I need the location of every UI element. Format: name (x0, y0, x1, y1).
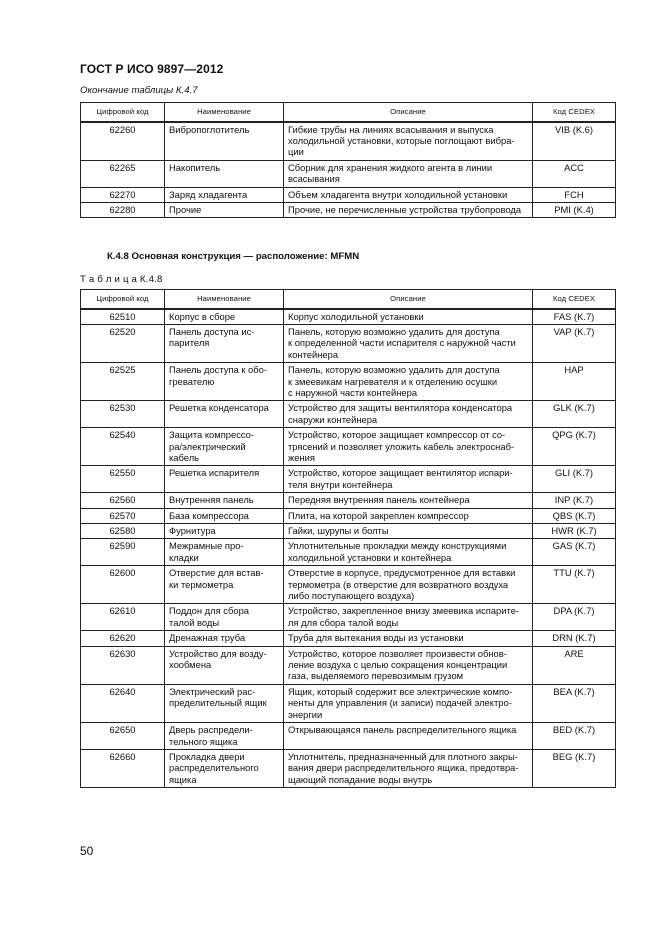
table-row (81, 539, 616, 566)
table-row (81, 631, 616, 646)
cell-description: Панель, которую возможно удалить для доступа к определенной части испарителя с наружной части контейнера (284, 324, 533, 362)
cell-description: Устройство для защиты вентилятора конденсатора снаружи контейнера (284, 401, 533, 428)
cell-description: Ящик, который содержит все электрические компо- ненты для управления (и записи) подачей электро- энергии (284, 684, 533, 722)
cell-cedex: VIB (K.6) (533, 122, 616, 161)
cell-name: Дренажная труба (165, 631, 284, 646)
cell-cedex: DRN (K.7) (533, 631, 616, 646)
cell-description: Прочие, не перечисленные устройства трубопровода (284, 202, 533, 217)
cell-code: 62610 (81, 604, 165, 631)
cell-code: 62590 (81, 539, 165, 566)
cell-code: 62650 (81, 723, 165, 750)
cell-cedex: HAP (533, 363, 616, 401)
cell-name: Накопитель (165, 160, 284, 187)
table-row (81, 604, 616, 631)
cell-code: 62260 (81, 122, 165, 161)
cell-description: Передняя внутренняя панель контейнера (284, 493, 533, 508)
cell-cedex: HWR (K.7) (533, 524, 616, 539)
column-header-description: Описание (284, 290, 533, 309)
cell-code: 62600 (81, 566, 165, 604)
cell-name: Панель доступа ис- парителя (165, 324, 284, 362)
cell-cedex: TTU (K.7) (533, 566, 616, 604)
cell-name: Прочие (165, 202, 284, 217)
cell-description: Отверстие в корпусе, предусмотренное для вставки термометра (в отверстие для возвратного воздуха либо поступающего воздуха) (284, 566, 533, 604)
cell-code: 62630 (81, 646, 165, 684)
table-row (81, 324, 616, 362)
cell-name: Электрический рас- пределительный ящик (165, 684, 284, 722)
cell-cedex: FCH (533, 187, 616, 202)
cell-description: Гайки, шурупы и болты (284, 524, 533, 539)
cell-code: 62530 (81, 401, 165, 428)
table-k47 (80, 102, 616, 218)
cell-code: 62270 (81, 187, 165, 202)
cell-code: 62660 (81, 749, 165, 787)
cell-name: Корпус в сборе (165, 309, 284, 325)
cell-description: Сборник для хранения жидкого агента в линии всасывания (284, 160, 533, 187)
cell-cedex: ACC (533, 160, 616, 187)
page-number: 50 (80, 844, 94, 858)
column-header-cedex: Код CEDEX (533, 290, 616, 309)
cell-cedex: INP (K.7) (533, 493, 616, 508)
table-row (81, 160, 616, 187)
cell-description: Уплотнительные прокладки между конструкциями холодильной установки и контейнера (284, 539, 533, 566)
cell-cedex: BED (K.7) (533, 723, 616, 750)
cell-name: Заряд хладагента (165, 187, 284, 202)
table-k48 (80, 289, 616, 788)
cell-description: Труба для вытекания воды из установки (284, 631, 533, 646)
table-row (81, 363, 616, 401)
cell-name: Защита компрессо- ра/электрический кабель (165, 428, 284, 466)
table-k47-body (81, 122, 616, 218)
cell-description: Панель, которую возможно удалить для доступа к змеевикам нагревателя и к отделению осушки с наружной части контейнера (284, 363, 533, 401)
table-row (81, 524, 616, 539)
table-row (81, 401, 616, 428)
cell-code: 62640 (81, 684, 165, 722)
column-header-name: Наименование (165, 103, 284, 122)
cell-name: Вибропоглотитель (165, 122, 284, 161)
cell-description: Устройство, которое позволяет произвести обнов- ление воздуха с целью сокращения концентрации газа, выделяемого перевозимым грузом (284, 646, 533, 684)
cell-code: 62540 (81, 428, 165, 466)
cell-code: 62580 (81, 524, 165, 539)
table-row (81, 309, 616, 325)
table-row (81, 508, 616, 523)
cell-description: Устройство, закрепленное внизу змеевика испарите- ля для сбора талой воды (284, 604, 533, 631)
table-k48-caption: Т а б л и ц а К.4.8 (80, 274, 163, 285)
cell-code: 62560 (81, 493, 165, 508)
table-row (81, 646, 616, 684)
cell-name: Решетка испарителя (165, 466, 284, 493)
cell-description: Гибкие трубы на линиях всасывания и выпуска холодильной установки, которые поглощают вибра- ции (284, 122, 533, 161)
table-row (81, 723, 616, 750)
cell-code: 62525 (81, 363, 165, 401)
column-header-code: Цифровой код (81, 290, 165, 309)
cell-code: 62280 (81, 202, 165, 217)
cell-cedex: ARE (533, 646, 616, 684)
section-heading: К.4.8 Основная конструкция — расположение: MFMN (107, 251, 360, 262)
table-row (81, 684, 616, 722)
cell-cedex: VAP (K.7) (533, 324, 616, 362)
cell-name: Прокладка двери распределительного ящика (165, 749, 284, 787)
cell-description: Открывающаяся панель распределительного ящика (284, 723, 533, 750)
cell-cedex: BEG (K.7) (533, 749, 616, 787)
cell-name: Внутренняя панель (165, 493, 284, 508)
cell-code: 62550 (81, 466, 165, 493)
cell-name: Решетка конденсатора (165, 401, 284, 428)
cell-name: Фурнитура (165, 524, 284, 539)
cell-cedex: QBS (K.7) (533, 508, 616, 523)
document-header: ГОСТ Р ИСО 9897—2012 (80, 62, 224, 76)
cell-name: Поддон для сбора талой воды (165, 604, 284, 631)
table-row (81, 122, 616, 161)
table-row (81, 187, 616, 202)
cell-description: Устройство, которое защищает компрессор от со- трясений и позволяет уложить кабель электроснаб- жения (284, 428, 533, 466)
table-row (81, 466, 616, 493)
cell-description: Корпус холодильной установки (284, 309, 533, 325)
cell-cedex: FAS (K.7) (533, 309, 616, 325)
cell-code: 62570 (81, 508, 165, 523)
cell-code: 62620 (81, 631, 165, 646)
column-header-cedex: Код CEDEX (533, 103, 616, 122)
cell-description: Уплотнитель, предназначенный для плотного закры- вания двери распределительного ящика, предотвра- щающий попадание воды внутрь (284, 749, 533, 787)
cell-name: Панель доступа к обо- гревателю (165, 363, 284, 401)
column-header-code: Цифровой код (81, 103, 165, 122)
cell-cedex: GLK (K.7) (533, 401, 616, 428)
table-k48-body (81, 309, 616, 788)
cell-description: Объем хладагента внутри холодильной установки (284, 187, 533, 202)
cell-cedex: PMI (K.4) (533, 202, 616, 217)
table-row (81, 428, 616, 466)
cell-cedex: BEA (K.7) (533, 684, 616, 722)
cell-cedex: GAS (K.7) (533, 539, 616, 566)
table-row (81, 749, 616, 787)
cell-name: Дверь распредели- тельного ящика (165, 723, 284, 750)
cell-description: Плита, на которой закреплен компрессор (284, 508, 533, 523)
table-row (81, 566, 616, 604)
table-k47-caption: Окончание таблицы К.4.7 (80, 85, 198, 96)
cell-cedex: GLI (K.7) (533, 466, 616, 493)
cell-cedex: QPG (K.7) (533, 428, 616, 466)
cell-cedex: DPA (K.7) (533, 604, 616, 631)
table-row (81, 493, 616, 508)
cell-name: Устройство для возду- хообмена (165, 646, 284, 684)
column-header-description: Описание (284, 103, 533, 122)
table-row (81, 202, 616, 217)
cell-name: База компрессора (165, 508, 284, 523)
cell-code: 62520 (81, 324, 165, 362)
cell-description: Устройство, которое защищает вентилятор испари- теля внутри контейнера (284, 466, 533, 493)
column-header-name: Наименование (165, 290, 284, 309)
cell-code: 62265 (81, 160, 165, 187)
cell-name: Отверстие для встав- ки термометра (165, 566, 284, 604)
cell-name: Межрамные про- кладки (165, 539, 284, 566)
cell-code: 62510 (81, 309, 165, 325)
